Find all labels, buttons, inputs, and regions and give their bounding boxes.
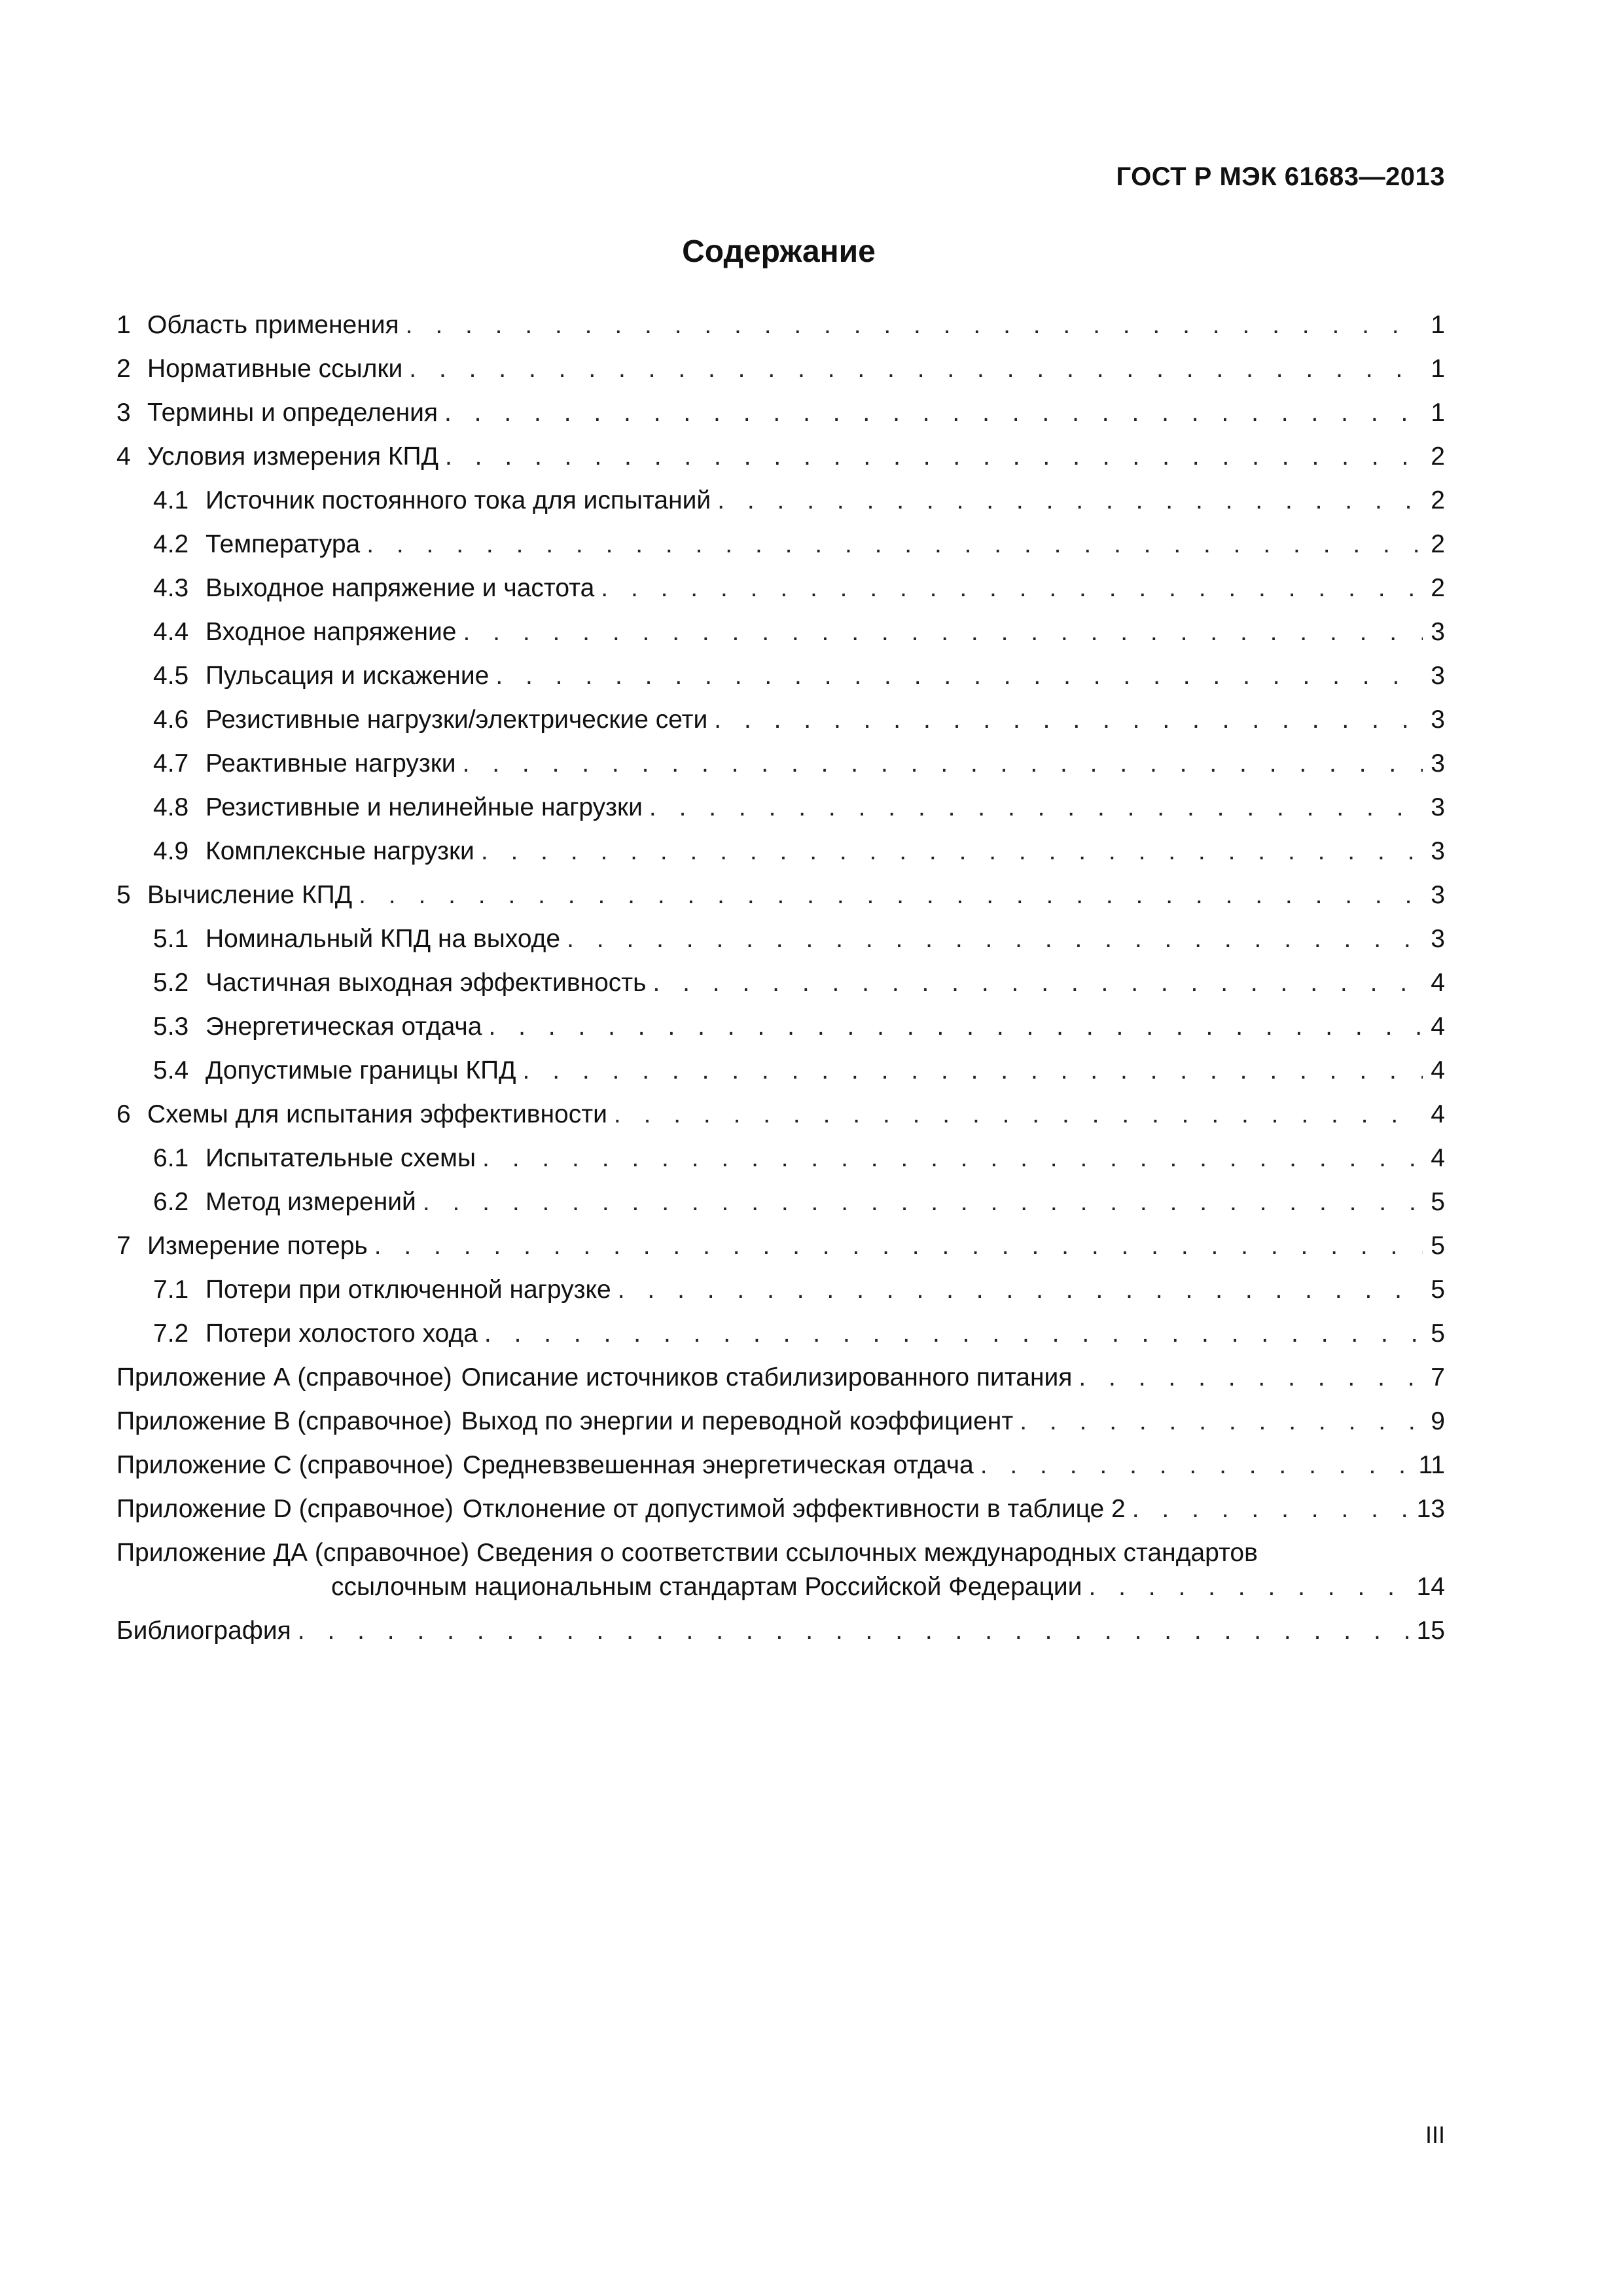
- dot-leader: [463, 615, 1423, 649]
- toc-entry[interactable]: [116, 1054, 1445, 1098]
- dot-leader: [366, 528, 1423, 562]
- dot-leader: [444, 396, 1423, 430]
- entry-title: Выходное напряжение и частота: [205, 574, 595, 602]
- page-number: 3: [1431, 662, 1445, 690]
- entry-title: Схемы для испытания эффективности: [147, 1100, 607, 1128]
- entry-title: Описание источников стабилизированного питания: [461, 1363, 1073, 1391]
- section-number: 2: [116, 355, 131, 383]
- section-number: 7.1: [153, 1276, 189, 1304]
- dot-leader: [714, 703, 1423, 737]
- page-number: 5: [1431, 1319, 1445, 1348]
- dot-leader: [488, 1010, 1423, 1044]
- toc-entry[interactable]: [116, 1317, 1445, 1361]
- entry-title: Реактивные нагрузки: [205, 749, 456, 778]
- section-number: 4.1: [153, 486, 189, 514]
- dot-leader: [652, 966, 1423, 1000]
- page-number: 5: [1431, 1232, 1445, 1260]
- entry-title: Пульсация и искажение: [205, 662, 490, 690]
- section-number: 4.4: [153, 618, 189, 646]
- section-number: 5.4: [153, 1056, 189, 1085]
- page-number: 4: [1431, 1013, 1445, 1041]
- toc-entry[interactable]: [116, 791, 1445, 834]
- entry-title: Средневзвешенная энергетическая отдача: [462, 1451, 974, 1479]
- toc-entry[interactable]: [116, 966, 1445, 1010]
- annex-da-entry[interactable]: [116, 1536, 1445, 1604]
- section-number: 4.3: [153, 574, 189, 602]
- page-number: 7: [1431, 1363, 1445, 1391]
- bibliography-entry[interactable]: [116, 1614, 1445, 1658]
- section-number: 6.2: [153, 1188, 189, 1216]
- toc-entry[interactable]: [116, 1098, 1445, 1141]
- entry-title: Измерение потерь: [147, 1232, 368, 1260]
- dot-leader: [523, 1054, 1423, 1088]
- section-number: 6: [116, 1100, 131, 1128]
- page-number: 5: [1431, 1188, 1445, 1216]
- table-of-contents: [116, 308, 1445, 1658]
- section-number: 7: [116, 1232, 131, 1260]
- entry-title: Частичная выходная эффективность: [205, 969, 647, 997]
- page-number: 4: [1431, 1100, 1445, 1128]
- page-number: 2: [1431, 530, 1445, 558]
- entry-title: Метод измерений: [205, 1188, 416, 1216]
- toc-entry[interactable]: [116, 922, 1445, 966]
- page-number: 1: [1431, 399, 1445, 427]
- dot-leader: [980, 1448, 1412, 1482]
- page-number: 3: [1431, 706, 1445, 734]
- entry-title: Резистивные нагрузки/электрические сети: [205, 706, 708, 734]
- page-number: 3: [1431, 881, 1445, 909]
- toc-entry[interactable]: [116, 571, 1445, 615]
- toc-entry[interactable]: [116, 747, 1445, 791]
- page-number: 2: [1431, 442, 1445, 471]
- toc-list: [116, 308, 1445, 1361]
- page-number: 4: [1431, 969, 1445, 997]
- page-number: 14: [1416, 1573, 1445, 1601]
- toc-entry[interactable]: [116, 1229, 1445, 1273]
- annex-label: Приложение D (справочное): [116, 1495, 454, 1523]
- annex-entry[interactable]: [116, 1492, 1445, 1536]
- dot-leader: [567, 922, 1423, 956]
- entry-title: Отклонение от допустимой эффективности в таблице 2: [462, 1495, 1126, 1523]
- dot-leader: [481, 834, 1423, 869]
- entry-title: Нормативные ссылки: [147, 355, 403, 383]
- section-number: 5.3: [153, 1013, 189, 1041]
- page-number: 9: [1431, 1407, 1445, 1435]
- dot-leader: [717, 484, 1423, 518]
- dot-leader: [1020, 1405, 1423, 1439]
- section-number: 7.2: [153, 1319, 189, 1348]
- toc-entry[interactable]: [116, 1185, 1445, 1229]
- page-number: 3: [1431, 618, 1445, 646]
- toc-entry[interactable]: [116, 659, 1445, 703]
- toc-entry[interactable]: [116, 615, 1445, 659]
- section-number: 1: [116, 311, 131, 339]
- dot-leader: [1132, 1492, 1410, 1526]
- annex-label: Приложение А (справочное): [116, 1363, 452, 1391]
- toc-entry[interactable]: [116, 308, 1445, 352]
- toc-entry[interactable]: [116, 396, 1445, 440]
- page-number: 13: [1416, 1495, 1445, 1523]
- section-number: 6.1: [153, 1144, 189, 1172]
- toc-entry[interactable]: [116, 1273, 1445, 1317]
- dot-leader: [298, 1614, 1410, 1648]
- page-number: 3: [1431, 837, 1445, 865]
- toc-entry[interactable]: [116, 834, 1445, 878]
- section-number: 4.5: [153, 662, 189, 690]
- page-number: 2: [1431, 486, 1445, 514]
- entry-title: Потери холостого хода: [205, 1319, 478, 1348]
- dot-leader: [359, 878, 1423, 912]
- toc-entry[interactable]: [116, 1010, 1445, 1054]
- page-number: 11: [1418, 1451, 1445, 1479]
- annex-title-line1: Сведения о соответствии ссылочных международных стандартов: [476, 1539, 1258, 1567]
- section-number: 5.1: [153, 925, 189, 953]
- annex-list: [116, 1361, 1445, 1536]
- page-number: 4: [1431, 1056, 1445, 1085]
- dot-leader: [495, 659, 1423, 693]
- dot-leader: [1079, 1361, 1423, 1395]
- page-number: 1: [1431, 311, 1445, 339]
- dot-leader: [482, 1141, 1423, 1175]
- dot-leader: [463, 747, 1423, 781]
- entry-title: Источник постоянного тока для испытаний: [205, 486, 711, 514]
- page-number: 2: [1431, 574, 1445, 602]
- section-number: 4.6: [153, 706, 189, 734]
- annex-entry[interactable]: [116, 1448, 1445, 1492]
- annex-label: Приложение ДА (справочное): [116, 1539, 470, 1567]
- section-number: 4.7: [153, 749, 189, 778]
- toc-entry[interactable]: [116, 528, 1445, 571]
- annex-title-line2: ссылочным национальным стандартам Российской Федерации: [331, 1573, 1082, 1601]
- section-number: 4: [116, 442, 131, 471]
- entry-title: Условия измерения КПД: [147, 442, 438, 471]
- section-number: 3: [116, 399, 131, 427]
- dot-leader: [406, 308, 1423, 342]
- page-number: 4: [1431, 1144, 1445, 1172]
- section-number: 5: [116, 881, 131, 909]
- entry-title: Резистивные и нелинейные нагрузки: [205, 793, 643, 821]
- entry-title: Испытательные схемы: [205, 1144, 476, 1172]
- entry-title: Область применения: [147, 311, 399, 339]
- section-number: 5.2: [153, 969, 189, 997]
- toc-entry[interactable]: [116, 878, 1445, 922]
- dot-leader: [1088, 1570, 1410, 1604]
- page-footer-number: III: [1425, 2121, 1445, 2148]
- dot-leader: [618, 1273, 1423, 1307]
- dot-leader: [423, 1185, 1423, 1219]
- entry-title: Термины и определения: [147, 399, 438, 427]
- dot-leader: [409, 352, 1423, 386]
- dot-leader: [601, 571, 1423, 605]
- document-header: ГОСТ Р МЭК 61683—2013: [1116, 162, 1445, 191]
- toc-entry[interactable]: [116, 484, 1445, 528]
- entry-title: Допустимые границы КПД: [205, 1056, 516, 1085]
- entry-title: Потери при отключенной нагрузке: [205, 1276, 611, 1304]
- page-number: 1: [1431, 355, 1445, 383]
- section-number: 4.9: [153, 837, 189, 865]
- annex-label: Приложение С (справочное): [116, 1451, 454, 1479]
- entry-title: Энергетическая отдача: [205, 1013, 482, 1041]
- page-number: 3: [1431, 925, 1445, 953]
- entry-title: Температура: [205, 530, 361, 558]
- toc-entry[interactable]: [116, 703, 1445, 747]
- page-number: 15: [1416, 1617, 1445, 1645]
- page-title: Содержание: [682, 234, 876, 269]
- entry-title: Библиография: [116, 1617, 291, 1645]
- dot-leader: [649, 791, 1423, 825]
- section-number: 4.8: [153, 793, 189, 821]
- entry-title: Входное напряжение: [205, 618, 457, 646]
- dot-leader: [374, 1229, 1423, 1263]
- annex-entry[interactable]: [116, 1361, 1445, 1405]
- section-number: 4.2: [153, 530, 189, 558]
- dot-leader: [614, 1098, 1423, 1132]
- toc-entry[interactable]: [116, 440, 1445, 484]
- dot-leader: [484, 1317, 1423, 1351]
- page-number: 3: [1431, 749, 1445, 778]
- entry-title: Комплексные нагрузки: [205, 837, 474, 865]
- entry-title: Выход по энергии и переводной коэффициент: [461, 1407, 1014, 1435]
- dot-leader: [445, 440, 1423, 474]
- annex-label: Приложение В (справочное): [116, 1407, 452, 1435]
- toc-entry[interactable]: [116, 352, 1445, 396]
- page-number: 5: [1431, 1276, 1445, 1304]
- page-number: 3: [1431, 793, 1445, 821]
- annex-entry[interactable]: [116, 1405, 1445, 1448]
- toc-entry[interactable]: [116, 1141, 1445, 1185]
- entry-title: Вычисление КПД: [147, 881, 353, 909]
- entry-title: Номинальный КПД на выходе: [205, 925, 561, 953]
